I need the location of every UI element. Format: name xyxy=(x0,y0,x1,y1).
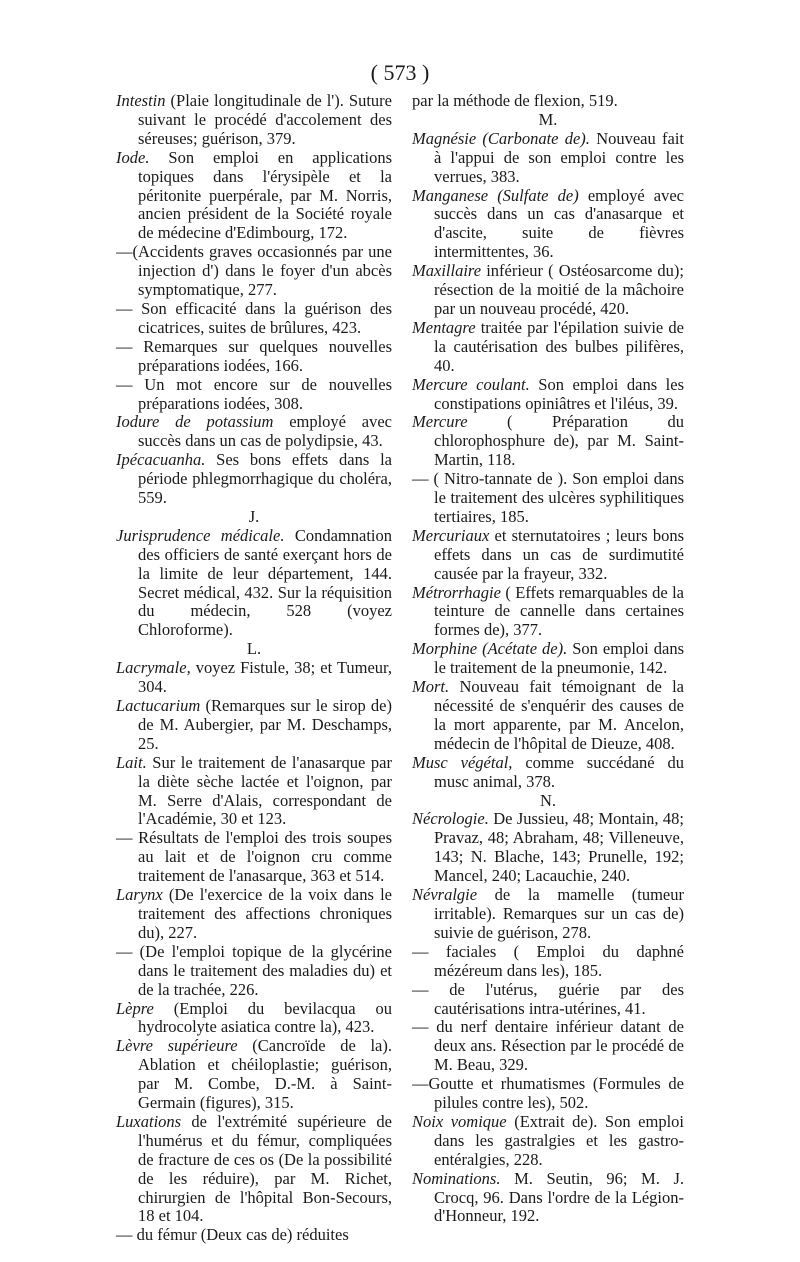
entry-text: Son emploi dans le traitement de la pneumonie, 142. xyxy=(434,639,685,678)
index-entry xyxy=(116,413,392,451)
entry-text: de la mamelle (tumeur irritable). Remarques sur un cas de) suivie de guérison, 278. xyxy=(434,885,684,942)
entry-heading: Jurisprudence médicale. xyxy=(116,525,285,545)
entry-heading: Mercuriaux xyxy=(412,525,490,545)
entry-heading: Maxillaire xyxy=(412,261,482,281)
entry-heading: Mort. xyxy=(412,677,450,697)
entry-text: par la méthode de flexion, 519. xyxy=(412,91,618,110)
index-entry xyxy=(116,1113,392,1226)
index-entry xyxy=(116,527,392,640)
section-letter: N. xyxy=(539,790,557,810)
entry-text: de l'extrémité supérieure de l'humérus et du fémur, compliquées de fracture de ces os (De la possibilité de les réduire), par M. Richet, chirurgien de l'hôpital Bon-Secours, 18 et 104. xyxy=(138,1111,392,1226)
index-entry xyxy=(412,262,684,319)
entry-text: employé avec succès dans un cas de polydipsie, 43. xyxy=(138,412,392,451)
index-entry xyxy=(116,1037,392,1113)
entry-heading: Mercure coulant. xyxy=(412,374,530,394)
entry-text: (Remarques sur le sirop de) de M. Aubergier, par M. Deschamps, 25. xyxy=(138,696,392,753)
entry-heading: Lacrymale, xyxy=(116,658,191,678)
entry-text: — Remarques sur quelques nouvelles préparations iodées, 166. xyxy=(116,336,392,375)
entry-text: inférieur ( Ostéosarcome du); résection de la moitié de la mâchoire par un nouveau procédé, 420. xyxy=(434,261,684,318)
index-entry xyxy=(116,149,392,244)
entry-text: — de l'utérus, guérie par des cautérisations intra-utérines, 41. xyxy=(412,979,684,1018)
index-entry xyxy=(412,584,684,641)
entry-text: — du fémur (Deux cas de) réduites xyxy=(116,1225,349,1245)
entry-text: — Un mot encore sur de nouvelles préparations iodées, 308. xyxy=(116,374,392,413)
index-entry xyxy=(116,886,392,943)
entry-text: Son emploi en applications topiques dans l'érysipèle et la péritonite puerpérale, par M. Norris, ancien président de la Société royale de médecine d'Edimbourg, 172. xyxy=(138,147,392,243)
entry-heading: Nécrologie. xyxy=(412,809,489,829)
entry-text: ( Préparation du chlorophosphure de), par M. Saint-Martin, 118. xyxy=(434,412,684,470)
entry-heading: Nominations. xyxy=(412,1168,501,1188)
entry-text: (Emploi du bevilacqua ou hydrocolyte asiatica contre la), 423. xyxy=(138,998,392,1037)
entry-heading: Lèpre xyxy=(116,998,154,1018)
index-entry xyxy=(116,92,392,149)
entry-text: (De l'exercice de la voix dans le traitement des affections chroniques du), 227. xyxy=(138,885,392,942)
index-column-right xyxy=(412,92,684,1226)
index-entry xyxy=(116,1226,392,1245)
entry-heading: Manganese (Sulfate de) xyxy=(412,185,579,205)
section-letter: M. xyxy=(538,109,558,129)
index-entry xyxy=(412,678,684,754)
index-entry xyxy=(412,130,684,187)
entry-text: De Jussieu, 48; Montain, 48; Pravaz, 48; Abraham, 48; Villeneuve, 143; N. Blache, 143; Prunelle, 192; Mancel, 240; Lacauchie, 240. xyxy=(434,809,684,886)
entry-text: —(Accidents graves occasionnés par une injection d') dans le foyer d'un abcès symptomatique, 277. xyxy=(116,242,392,300)
index-entry xyxy=(412,886,684,943)
index-entry xyxy=(412,319,684,376)
entry-heading: Luxations xyxy=(116,1111,182,1131)
entry-heading: Métrorrhagie xyxy=(412,582,501,602)
index-entry xyxy=(116,697,392,754)
index-entry xyxy=(412,187,684,263)
index-column-left xyxy=(116,92,392,1245)
section-letter: L. xyxy=(246,639,262,659)
entry-text: Sur le traitement de l'anasarque par la diète sèche lactée et l'oignon, par M. Serre d'Alais, correspondant de l'Académie, 30 et 123. xyxy=(138,752,392,829)
entry-text: (Plaie longitudinale de l'). Suture suivant le procédé d'accolement des séreuses; guérison, 379. xyxy=(138,91,392,148)
entry-text: et sternutatoires ; leurs bons effets dans un cas de surdimutité causée par la frayeur, 332. xyxy=(434,525,684,583)
entry-text: — (De l'emploi topique de la glycérine dans le traitement des maladies du) et de la trachée, 226. xyxy=(116,941,392,999)
index-entry xyxy=(116,659,392,697)
index-entry xyxy=(116,243,392,300)
entry-text: — Son efficacité dans la guérison des cicatrices, suites de brûlures, 423. xyxy=(116,298,392,337)
index-entry xyxy=(116,754,392,830)
entry-heading: Noix vomique xyxy=(412,1111,507,1131)
entry-text: — ( Nitro-tannate de ). Son emploi dans le traitement des ulcères syphilitiques tertiaires, 185. xyxy=(412,469,684,526)
index-entry xyxy=(412,1075,684,1113)
entry-text: M. Seutin, 96; M. J. Crocq, 96. Dans l'ordre de la Légion-d'Honneur, 192. xyxy=(434,1168,684,1226)
entry-heading: Musc végétal, xyxy=(412,752,513,772)
index-entry xyxy=(412,640,684,678)
entry-heading: Lèvre supérieure xyxy=(116,1036,238,1056)
entry-text: traitée par l'épilation suivie de la cautérisation des bulbes pilifères, 40. xyxy=(434,317,684,375)
entry-text: Nouveau fait à l'appui de son emploi contre les verrues, 383. xyxy=(434,128,684,186)
entry-text: comme succédané du musc animal, 378. xyxy=(434,752,684,791)
index-entry xyxy=(412,376,684,414)
index-entry xyxy=(412,527,684,584)
index-entry xyxy=(412,1018,684,1075)
index-entry xyxy=(412,470,684,527)
index-entry xyxy=(116,943,392,1000)
entry-heading: Iode. xyxy=(116,147,150,167)
entry-text: ( Effets remarquables de la teinture de cannelle dans certaines formes de), 377. xyxy=(434,582,684,640)
entry-text: employé avec succès dans un cas d'anasarque et d'ascite, suite de fièvres intermittentes, 36. xyxy=(434,185,684,262)
page-number: ( 573 ) xyxy=(370,60,430,85)
index-entry xyxy=(412,413,684,470)
entry-text: — du nerf dentaire inférieur datant de deux ans. Résection par le procédé de M. Beau, 329. xyxy=(412,1017,684,1075)
index-entry xyxy=(116,376,392,414)
entry-heading: Lait. xyxy=(116,752,147,772)
index-entry xyxy=(412,810,684,886)
entry-text: Condamnation des officiers de santé exerçant hors de la limite de leur département, 144. Secret médical, 432. Sur la réquisition du médecin, 528 (voyez Chloroforme). xyxy=(138,525,393,640)
entry-text: Ses bons effets dans la période phlegmorrhagique du choléra, 559. xyxy=(138,450,392,508)
entry-text: Nouveau fait témoignant de la nécessité de s'enquérir des causes de la mort apparente, par M. Ancelon, médecin de l'hôpital de Dieuze, 408. xyxy=(434,677,684,753)
entry-text: —Goutte et rhumatismes (Formules de pilules contre les), 502. xyxy=(412,1074,684,1113)
index-entry xyxy=(116,338,392,376)
entry-heading: Intestin xyxy=(116,91,166,110)
index-entry xyxy=(412,943,684,981)
entry-heading: Ipécacuanha. xyxy=(116,450,206,470)
entry-heading: Magnésie (Carbonate de). xyxy=(412,128,590,148)
entry-heading: Mercure xyxy=(412,412,468,432)
section-letter: J. xyxy=(248,506,260,526)
entry-heading: Morphine (Acétate de). xyxy=(412,639,568,659)
index-entry xyxy=(412,92,684,111)
index-entry xyxy=(412,754,684,792)
entry-text: voyez Fistule, 38; et Tumeur, 304. xyxy=(138,658,392,697)
entry-text: Son emploi dans les constipations opiniâtres et l'iléus, 39. xyxy=(434,374,685,413)
entry-heading: Larynx xyxy=(116,885,163,905)
entry-heading: Névralgie xyxy=(412,885,478,905)
index-entry xyxy=(116,300,392,338)
entry-heading: Mentagre xyxy=(412,317,476,337)
entry-heading: Lactucarium xyxy=(116,696,201,715)
entry-text: — Résultats de l'emploi des trois soupes au lait et de l'oignon cru comme traitement de l'anasarque, 363 et 514. xyxy=(116,828,392,886)
entry-text: (Extrait de). Son emploi dans les gastralgies et les gastro-entéralgies, 228. xyxy=(434,1111,685,1169)
entry-heading: Iodure de potassium xyxy=(116,412,274,432)
entry-text: — faciales ( Emploi du daphné mézéreum dans les), 185. xyxy=(412,941,684,980)
entry-text: (Cancroïde de la). Ablation et chéiloplastie; guérison, par M. Combe, D.-M. à Saint-Germain (figures), 315. xyxy=(138,1036,392,1113)
index-entry xyxy=(116,451,392,508)
index-entry xyxy=(412,981,684,1019)
index-entry xyxy=(116,829,392,886)
index-entry xyxy=(412,1113,684,1170)
index-entry xyxy=(116,1000,392,1038)
index-entry xyxy=(412,1170,684,1227)
